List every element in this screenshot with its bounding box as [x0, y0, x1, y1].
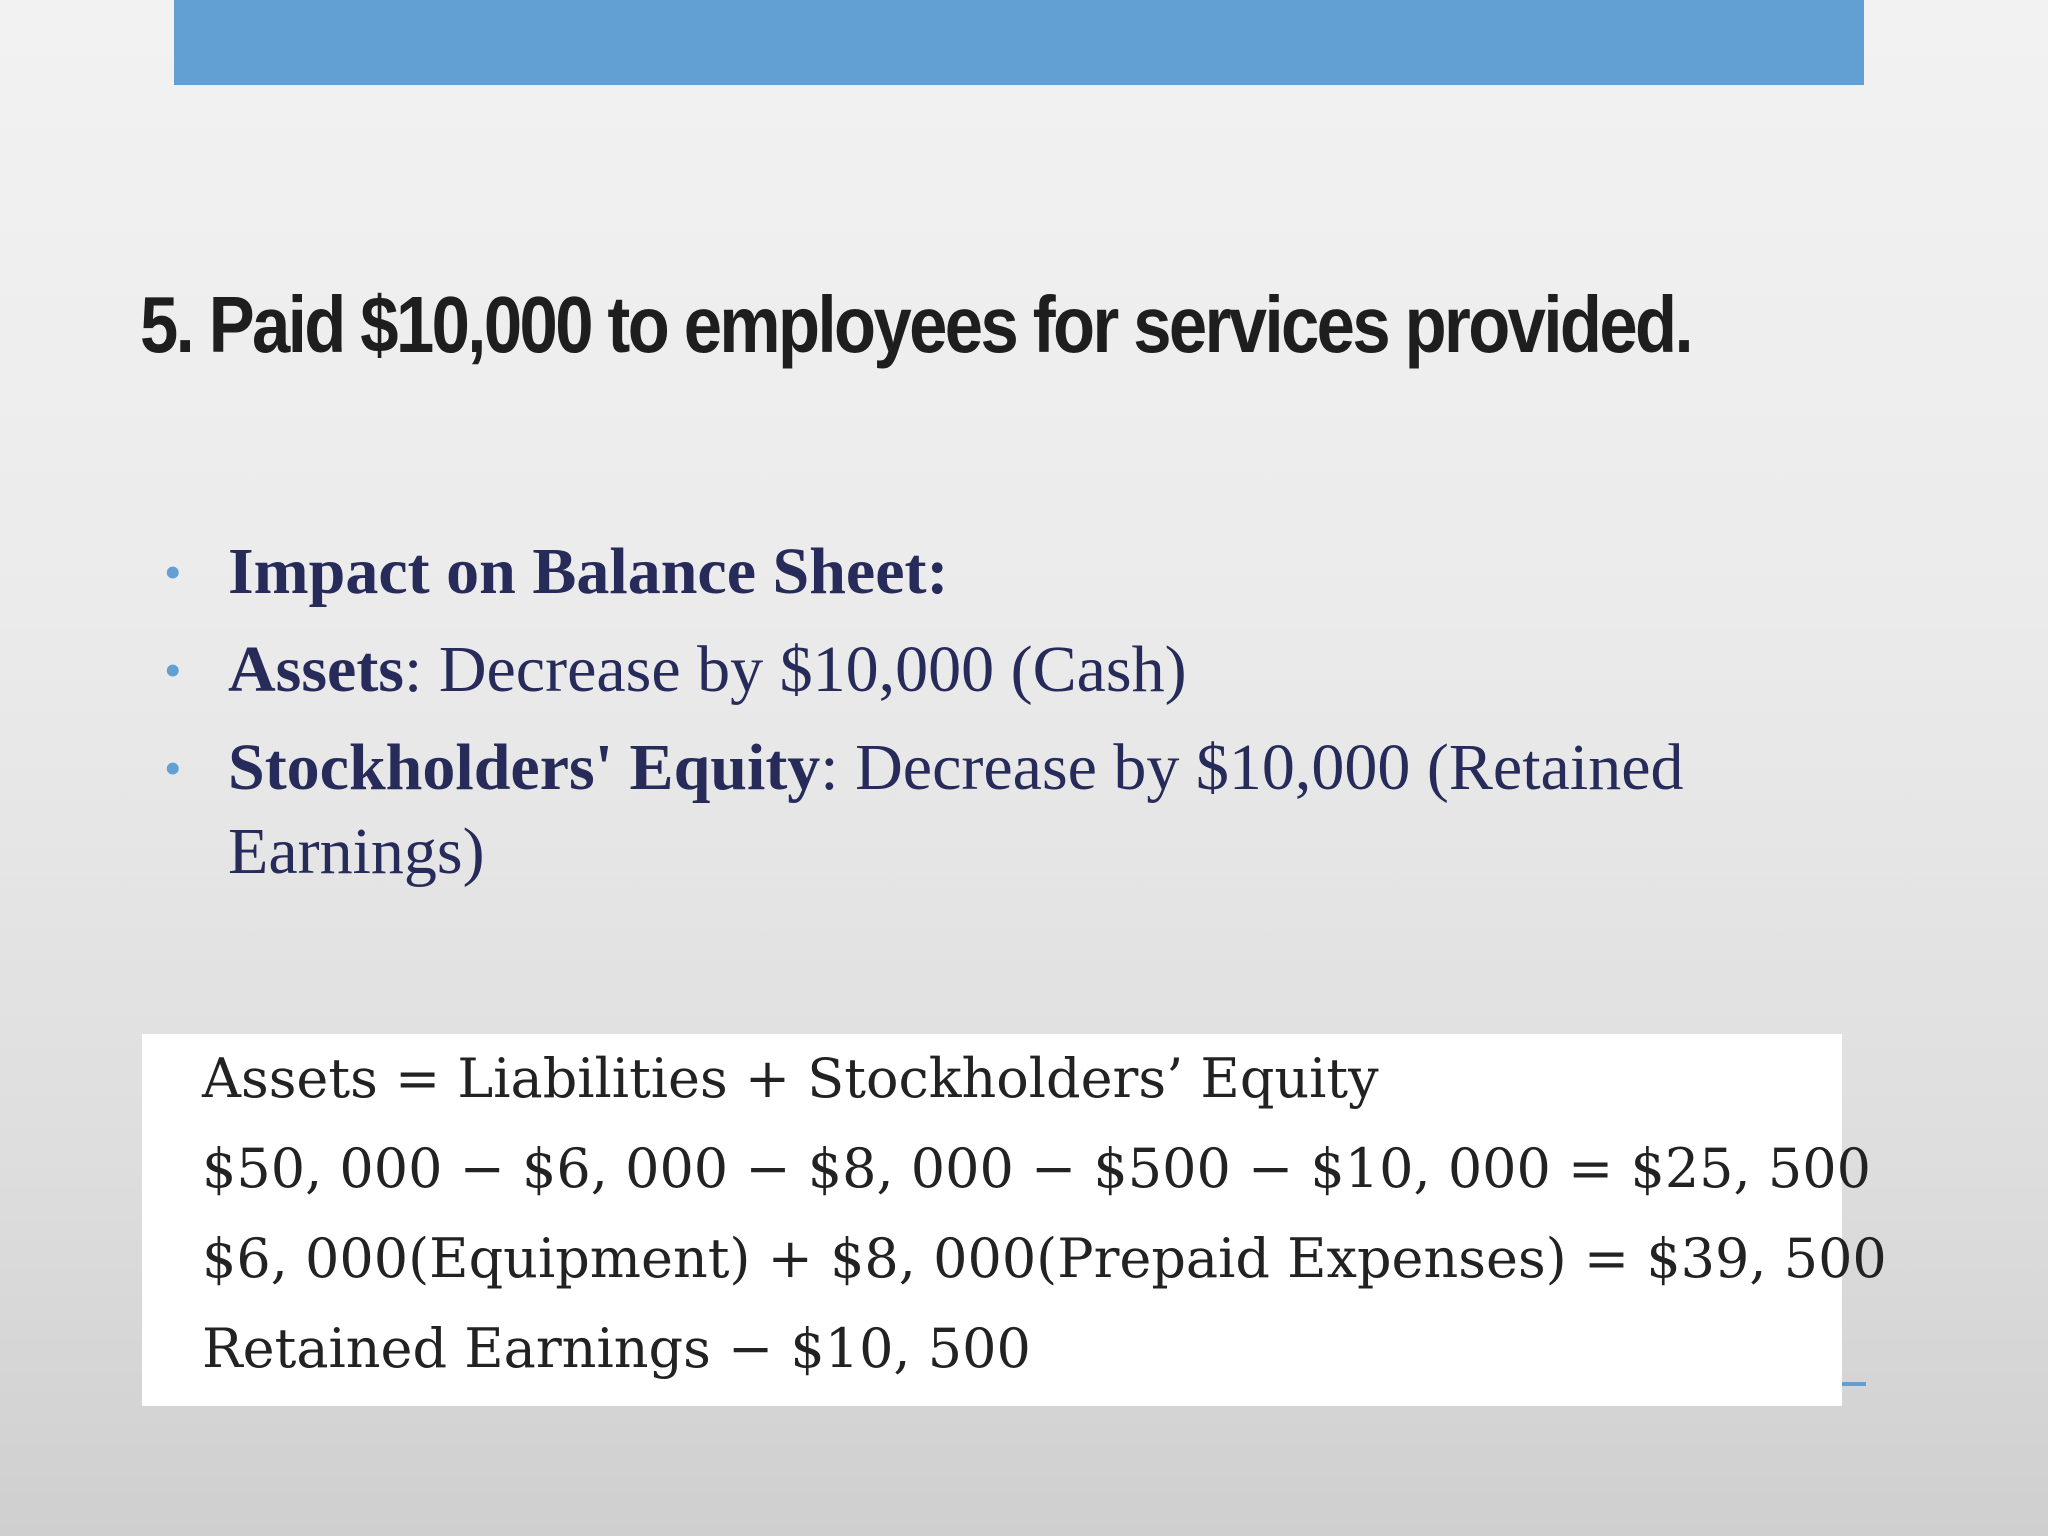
bullet-dot-icon: •: [164, 740, 182, 796]
bullet-heading: Assets: [228, 633, 404, 706]
bullet-text: : Decrease by $10,000 (Cash): [404, 633, 1187, 706]
accent-mark: [1842, 1382, 1866, 1386]
equation-line: Assets = Liabilities + Stockholders’ Equity: [202, 1047, 1379, 1110]
equation-image: [142, 1034, 1887, 1406]
bullet-list: [160, 530, 1780, 908]
slide-title: 5. Paid $10,000 to employees for services provided.: [140, 280, 1691, 369]
bullet-heading: Impact on Balance Sheet:: [228, 535, 949, 608]
bullet-text: : Decrease by $10,000 (Retained Earnings): [228, 731, 1684, 888]
bullet-item: [160, 530, 1780, 614]
header-accent-bar: [174, 0, 1864, 85]
equation-line: Retained Earnings − $10, 500: [202, 1317, 1031, 1380]
bullet-dot-icon: •: [164, 642, 182, 698]
bullet-item: [160, 628, 1780, 712]
bullet-dot-icon: •: [164, 544, 182, 600]
bullet-heading: Stockholders' Equity: [228, 731, 821, 804]
bullet-item: [160, 726, 1780, 894]
equation-line: $6, 000(Equipment) + $8, 000(Prepaid Expenses) = $39, 500: [202, 1227, 1887, 1290]
equation-line: $50, 000 − $6, 000 − $8, 000 − $500 − $10, 000 = $25, 500: [202, 1137, 1871, 1200]
